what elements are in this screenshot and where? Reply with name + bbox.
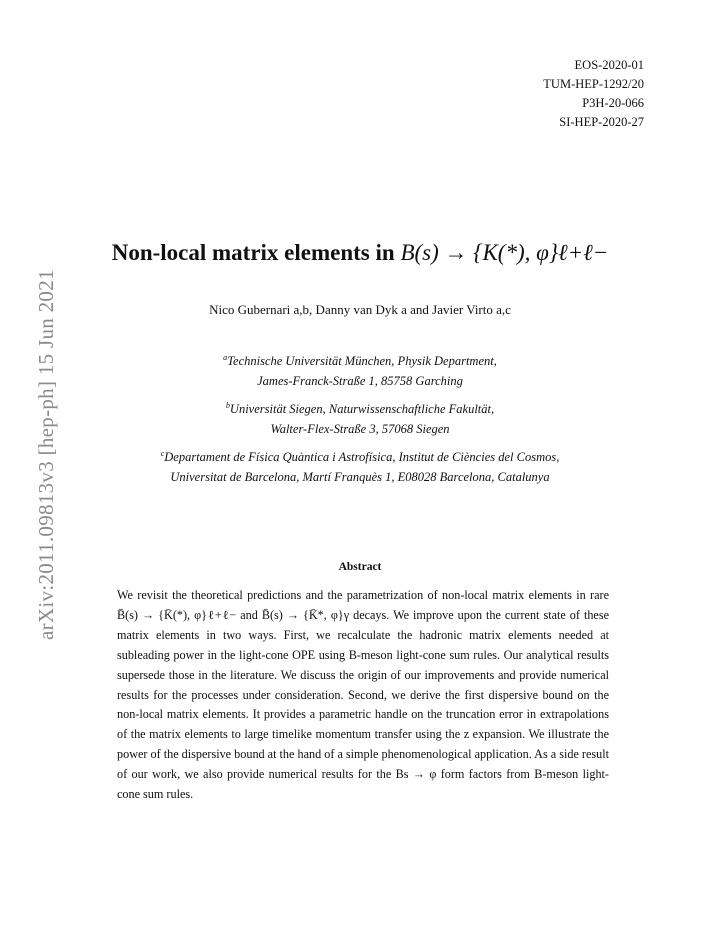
- report-number: TUM-HEP-1292/20: [543, 77, 644, 91]
- affiliation-c: [0, 444, 720, 487]
- affiliation-line: Universitat de Barcelona, Martí Franquès 1, E08028 Barcelona, Catalunya: [170, 470, 550, 485]
- abstract-heading: Abstract: [338, 561, 382, 573]
- affiliation-line: James-Franck-Straße 1, 85758 Garching: [257, 374, 463, 389]
- affiliation-marker: c: [160, 449, 165, 458]
- affiliation-line: Walter-Flex-Straße 3, 57068 Siegen: [270, 422, 450, 437]
- affiliation-marker: b: [225, 401, 230, 410]
- arxiv-identifier-stamp: arXiv:2011.09813v3 [hep-ph] 15 Jun 2021: [34, 269, 58, 640]
- paper-title: [0, 240, 720, 266]
- affiliation-a: [0, 348, 720, 391]
- affiliation-line: Departament de Física Quàntica i Astrofísica, Institut de Ciències del Cosmos,: [164, 450, 560, 465]
- report-number: EOS-2020-01: [574, 58, 644, 72]
- author-list: Nico Gubernari a,b, Danny van Dyk a and Javier Virto a,c: [209, 302, 511, 317]
- affiliation-line: Technische Universität München, Physik Department,: [227, 354, 497, 369]
- title-text: Non-local matrix elements in: [111, 240, 395, 265]
- affiliation-marker: a: [223, 353, 228, 362]
- affiliation-line: Universität Siegen, Naturwissenschaftliche Fakultät,: [229, 402, 495, 417]
- report-number: SI-HEP-2020-27: [559, 115, 644, 129]
- affiliation-b: [0, 396, 720, 439]
- report-numbers: [543, 56, 644, 132]
- report-number: P3H-20-066: [582, 96, 644, 110]
- title-math: B(s) → {K(*), φ}ℓ+ℓ−: [400, 240, 609, 265]
- abstract-text: We revisit the theoretical predictions and the parametrization of non-local matrix elements in rare B̄(s) → {K̄(*), φ}ℓ+ℓ− and B̄(s) → {K̄*, φ}γ decays. We improve upon the current state of these matrix elements in two ways. First, we recalculate the hadronic matrix elements needed at subleading power in the light-cone OPE using B-meson light-cone sum rules. Our analytical results supersede those in the literature. We discuss the origin of our improvements and provide numerical results for the processes under consideration. Second, we derive the first dispersive bound on the non-local matrix elements. It provides a parametric handle on the truncation error in extrapolations of the matrix elements to large timelike momentum transfer using the z expansion. We illustrate the power of the dispersive bound at the hand of a simple phenomenological application. As a side result of our work, we also provide numerical results for the Bs → φ form factors from B-meson light-cone sum rules.: [117, 588, 609, 802]
